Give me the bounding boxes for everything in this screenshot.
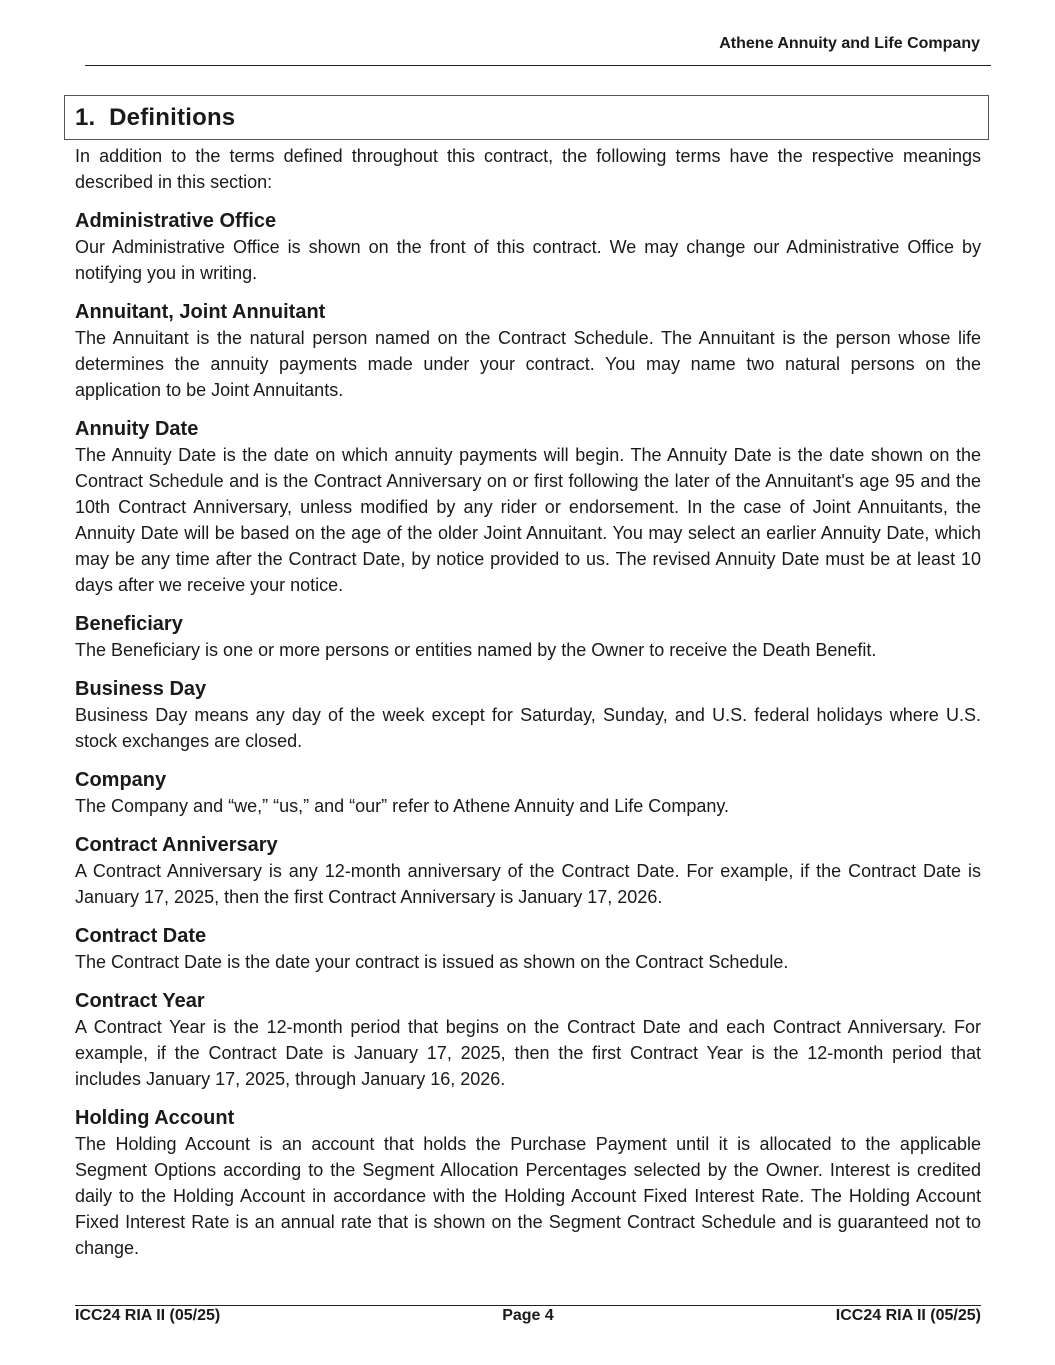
term-title: Company xyxy=(75,769,167,791)
term-body: A Contract Anniversary is any 12-month anniversary of the Contract Date. For example, if the Contract Date is January 17, 2025, then the first Contract Anniversary is January 17, 2026. xyxy=(75,861,981,907)
page-footer xyxy=(75,1307,981,1329)
footer-form-number-left: ICC24 RIA II (05/25) xyxy=(75,1307,221,1324)
footer-divider xyxy=(75,1305,981,1306)
term-title: Beneficiary xyxy=(75,613,183,635)
section-intro: In addition to the terms defined throughout this contract, the following terms have the respective meanings described in this section: xyxy=(75,146,981,192)
term-title: Administrative Office xyxy=(75,210,277,232)
term-title: Contract Anniversary xyxy=(75,834,278,856)
term-body: A Contract Year is the 12-month period that begins on the Contract Date and each Contract Anniversary. For example, if the Contract Date is January 17, 2025, then the first Contract Year is the 12-month period that includes January 17, 2025, through January 16, 2026. xyxy=(75,1017,981,1089)
header-company-name: Athene Annuity and Life Company xyxy=(719,35,980,52)
term-body: Business Day means any day of the week except for Saturday, Sunday, and U.S. federal holidays where U.S. stock exchanges are closed. xyxy=(75,705,981,751)
term-annuity-date xyxy=(75,416,981,598)
term-title: Contract Date xyxy=(75,925,207,947)
term-administrative-office xyxy=(75,208,981,286)
term-body: The Contract Date is the date your contract is issued as shown on the Contract Schedule. xyxy=(75,952,789,972)
term-title: Business Day xyxy=(75,678,207,700)
term-body: The Beneficiary is one or more persons or entities named by the Owner to receive the Death Benefit. xyxy=(75,640,877,660)
term-title: Contract Year xyxy=(75,990,205,1012)
term-business-day xyxy=(75,676,981,754)
footer-page-number: Page 4 xyxy=(502,1307,554,1324)
header-divider xyxy=(85,65,991,66)
term-title: Annuity Date xyxy=(75,418,199,440)
term-holding-account xyxy=(75,1105,981,1261)
term-contract-year xyxy=(75,988,981,1092)
term-title: Holding Account xyxy=(75,1107,235,1129)
term-annuitant xyxy=(75,299,981,403)
footer-form-number-right: ICC24 RIA II (05/25) xyxy=(835,1307,981,1324)
term-body: The Annuitant is the natural person named on the Contract Schedule. The Annuitant is the person whose life determines the annuity payments made under your contract. You may name two natural persons on the application to be Joint Annuitants. xyxy=(75,328,981,400)
document-body xyxy=(75,143,981,1274)
term-body: The Holding Account is an account that holds the Purchase Payment until it is allocated to the applicable Segment Options according to the Segment Allocation Percentages selected by the Owner. Interest is credited daily to the Holding Account in accordance with the Holding Account Fixed Interest Rate. The Holding Account Fixed Interest Rate is an annual rate that is shown on the Segment Contract Schedule and is guaranteed not to change. xyxy=(75,1134,981,1258)
term-body: The Annuity Date is the date on which annuity payments will begin. The Annuity Date is the date shown on the Contract Schedule and is the Contract Anniversary on or first following the later of the Annuitant's age 95 and the 10th Contract Anniversary, unless modified by any rider or endorsement. In the case of Joint Annuitants, the Annuity Date will be based on the age of the older Joint Annuitant. You may select an earlier Annuity Date, which may be any time after the Contract Date, by notice provided to us. The revised Annuity Date must be at least 10 days after we receive your notice. xyxy=(75,445,981,595)
term-body: The Company and “we,” “us,” and “our” refer to Athene Annuity and Life Company. xyxy=(75,796,730,816)
term-company xyxy=(75,767,981,819)
term-contract-date xyxy=(75,923,981,975)
term-title: Annuitant, Joint Annuitant xyxy=(75,301,326,323)
term-contract-anniversary xyxy=(75,832,981,910)
term-beneficiary xyxy=(75,611,981,663)
term-body: Our Administrative Office is shown on the front of this contract. We may change our Administrative Office by notifying you in writing. xyxy=(75,237,981,283)
section-title: 1. Definitions xyxy=(75,104,236,131)
